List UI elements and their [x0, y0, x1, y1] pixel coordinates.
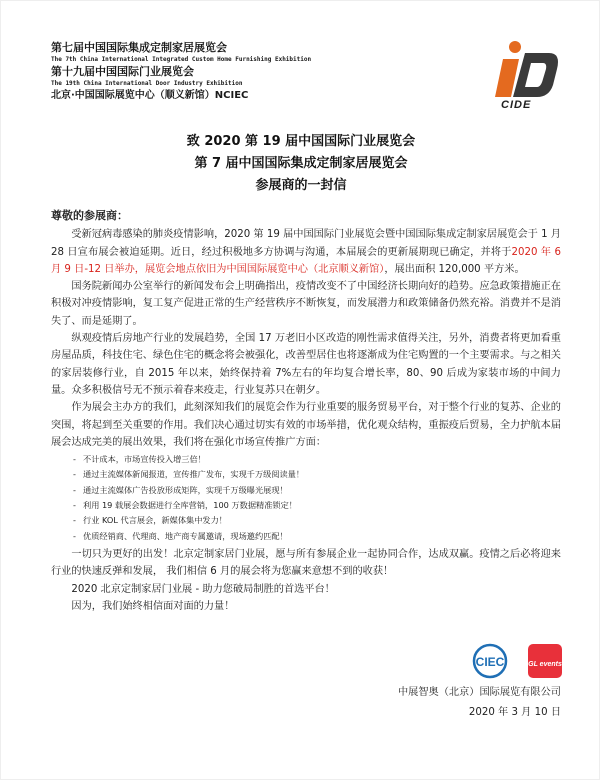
paragraph-2: 国务院新闻办公室举行的新闻发布会上明确指出，疫情改变不了中国经济长期向好的趋势。应急政策措施正在积极对冲疫情影响，复工复产促进正常的生产经营秩序不断恢复，而发展潜力和政策储备仍然充裕。消费并不是消失了、而是延期了。	[51, 281, 561, 327]
header-line1-cn: 第七届中国国际集成定制家居展览会	[51, 41, 227, 54]
paragraph-7: 因为，我们始终相信面对面的力量！	[71, 600, 235, 612]
letter-date: 2020 年 3 月 10 日	[468, 707, 561, 718]
title-line1: 致 2020 第 19 届中国国际门业展览会	[186, 134, 416, 149]
exhibition-header	[51, 41, 471, 103]
paragraph-1-highlight: 2020 年 6 月 9 日-12 日举办，展览会地点依旧为中国国际展览中心（北京顺义新馆）	[51, 246, 561, 275]
paragraph-4: 作为展会主办方的我们，此刻深知我们的展览会作为行业重要的服务贸易平台，对于整个行业的复苏、企业的突围，将起到至关重要的作用。我们决心通过切实有效的市场举措，优化观众结构，重振疫后贸易，全力护航本届展会达成完美的展出效果，我们将在强化市场宣传推广方面：	[51, 402, 561, 448]
header-line1-en: The 7th China International Integrated Custom Home Furnishing Exhibition	[51, 56, 312, 63]
cide-logo	[493, 39, 563, 111]
paragraph-1	[51, 226, 561, 278]
company-name: 中展智奥（北京）国际展览有限公司	[398, 687, 561, 698]
ciec-gl-logos-icon	[468, 641, 568, 681]
paragraph-6: 2020 北京定制家居门业展 - 助力您破局制胜的首选平台！	[71, 583, 335, 595]
list-item: - 通过主流媒体新闻报道，宣传推广发布，实现千万级阅读量！	[73, 467, 561, 482]
gl-events-logo-text: GL events	[528, 661, 562, 668]
paragraph-1-text-a: 受新冠病毒感染的肺炎疫情影响，2020 第 19 届中国国际门业展览会暨中国国际集成定制家居展览会于 1 月 28 日宣布展会被迫延期。近日，经过积极地多方协调与沟通，本届展会的更新展期现已确定，并将于	[51, 229, 561, 258]
promotion-list	[73, 452, 561, 544]
header-line2-cn: 第十九届中国国际门业展览会	[51, 65, 194, 78]
paragraph-5: 一切只为更好的出发！北京定制家居门业展，愿与所有参展企业一起协同合作，达成双赢。疫情之后必将迎来行业的快速反弹和发展， 我们相信 6 月的展会将为您赢来意想不到的收获！	[51, 548, 561, 578]
list-item: - 优质经销商、代理商、地产商专属邀请，现场邀约匹配！	[73, 529, 561, 544]
greeting: 尊敬的参展商：	[51, 209, 128, 222]
letter-title	[1, 131, 600, 197]
ciec-logo-text: CIEC	[475, 655, 505, 669]
cide-logo-icon	[493, 39, 563, 101]
cide-logo-text: CIDE	[501, 99, 532, 111]
signature-block	[398, 683, 561, 723]
list-item: - 不计成本，市场宣传投入增三倍！	[73, 452, 561, 467]
list-item: - 通过主流媒体广告投放形成矩阵，实现千万级曝光展现！	[73, 483, 561, 498]
paragraph-1-text-b: ，展出面积 120,000 平方米。	[384, 263, 525, 275]
header-venue: 北京·中国国际展览中心（顺义新馆）NCIEC	[51, 90, 249, 101]
paragraph-3: 纵观疫情后房地产行业的发展趋势，全国 17 万老旧小区改造的刚性需求值得关注，另外，消费者将更加看重房屋品质，科技住宅、绿色住宅的概念将会被强化，改善型居住也将逐渐成为住宅购置的一个主要需求。与之相关的家居装修行业，自 2015 年以来，始终保持着 7%左右的年均复合增长率，80、90 后成为家装市场的中间力量。众多积极信号无不预示着春来疫走，行业复苏只在朝夕。	[51, 333, 561, 396]
title-line2: 第 7 届中国国际集成定制家居展览会	[194, 156, 408, 171]
list-item: - 利用 19 载展会数据进行全库营销，100 万数据精准锁定！	[73, 498, 561, 513]
organizer-logos	[468, 641, 568, 681]
list-item: - 行业 KOL 代言展会，新媒体集中发力！	[73, 513, 561, 528]
title-line3: 参展商的一封信	[255, 178, 347, 193]
letter-body	[51, 207, 561, 615]
header-line2-en: The 19th China International Door Industry Exhibition	[51, 80, 243, 87]
